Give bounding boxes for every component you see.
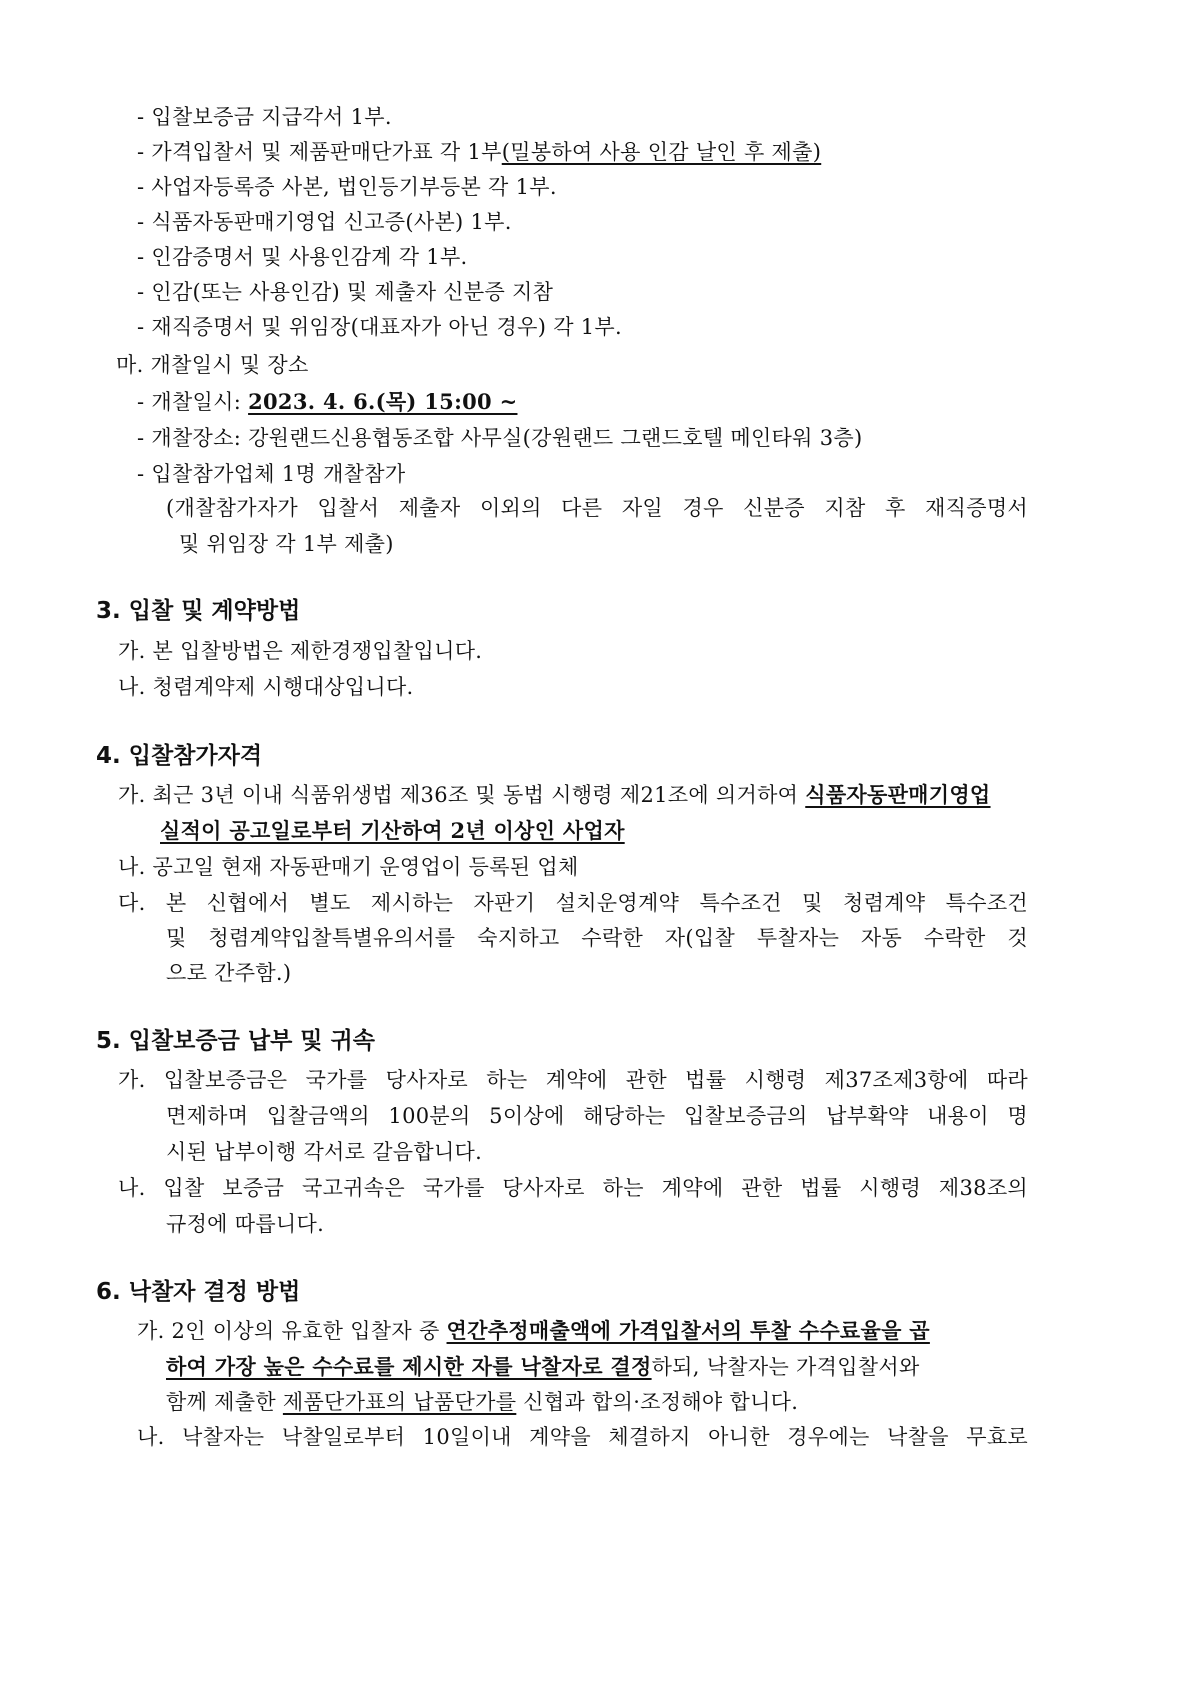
section-5-item-b-line-2: 규정에 따릅니다. — [166, 1212, 325, 1236]
section-3-item-b: 나. 청렴계약제 시행대상입니다. — [118, 675, 414, 699]
section-3-item-a: 가. 본 입찰방법은 제한경쟁입찰입니다. — [118, 639, 483, 663]
section-4-item-c-line-2: 및 청렴계약입찰특별유의서를 숙지하고 수락한 자(입찰 투찰자는 자동 수락한 것 — [166, 926, 1028, 950]
section-4-item-c-line-3: 으로 간주함.) — [166, 961, 292, 985]
opening-title: 마. 개찰일시 및 장소 — [116, 353, 309, 377]
section-6-item-b: 나. 낙찰자는 낙찰일로부터 10일이내 계약을 체결하지 아니한 경우에는 낙찰을 무효로 — [137, 1425, 1028, 1449]
opening-datetime: - 개찰일시: 2023. 4. 6.(목) 15:00 ~ — [137, 387, 531, 417]
opening-note-line-1: (개찰참가자가 입찰서 제출자 이외의 다른 자일 경우 신분증 지참 후 재직증명서 — [166, 496, 1028, 520]
section-4-heading: 4. 입찰참가자격 — [96, 743, 263, 769]
winner-decision-emphasis: 하여 가장 높은 수수료를 제시한 자를 낙찰자로 결정 — [166, 1354, 652, 1379]
vending-business-emphasis: 식품자동판매기영업 — [805, 782, 991, 807]
commission-criterion-emphasis: 연간추정매출액에 가격입찰서의 투찰 수수료율을 곱 — [446, 1318, 930, 1343]
section-5-item-b-line-1: 나. 입찰 보증금 국고귀속은 국가를 당사자로 하는 계약에 관한 법률 시행령 제38조의 — [118, 1176, 1028, 1200]
section-5-item-a-line-1: 가. 입찰보증금은 국가를 당사자로 하는 계약에 관한 법률 시행령 제37조제3항에 따라 — [118, 1068, 1028, 1092]
doc-item-business-registration: - 사업자등록증 사본, 법인등기부등본 각 1부. — [137, 175, 557, 199]
section-5-item-a-line-2: 면제하며 입찰금액의 100분의 5이상에 해당하는 입찰보증금의 납부확약 내용이 명 — [166, 1104, 1028, 1128]
section-5-heading: 5. 입찰보증금 납부 및 귀속 — [96, 1028, 375, 1054]
section-4-item-a-cont — [160, 816, 625, 846]
opening-attendee: - 입찰참가업체 1명 개찰참가 — [137, 462, 406, 486]
doc-item-employment-proxy: - 재직증명서 및 위임장(대표자가 아닌 경우) 각 1부. — [137, 315, 622, 339]
section-6-item-a-line-2: 하여 가장 높은 수수료를 제시한 자를 낙찰자로 결정하되, 낙찰자는 가격입찰서와 — [166, 1354, 920, 1379]
doc-item-vending-license: - 식품자동판매기영업 신고증(사본) 1부. — [137, 210, 512, 234]
section-4-item-b: 나. 공고일 현재 자동판매기 운영업이 등록된 업체 — [118, 855, 579, 879]
opening-note-line-2: 및 위임장 각 1부 제출) — [179, 532, 394, 556]
section-5-item-a-line-3: 시된 납부이행 각서로 갈음합니다. — [166, 1140, 483, 1164]
section-4-item-a: 가. 최근 3년 이내 식품위생법 제36조 및 동법 시행령 제21조에 의거하여 식품자동판매기영업 — [118, 782, 991, 807]
doc-item-seal-certificate: - 인감증명서 및 사용인감계 각 1부. — [137, 245, 468, 269]
section-3-heading: 3. 입찰 및 계약방법 — [96, 598, 301, 624]
section-6-item-a-line-3: 함께 제출한 제품단가표의 납품단가를 신협과 합의·조정해야 합니다. — [166, 1390, 799, 1414]
unit-price-underline: 제품단가표의 납품단가를 — [282, 1390, 517, 1414]
section-6-item-a-line-1: 가. 2인 이상의 유효한 입찰자 중 연간추정매출액에 가격입찰서의 투찰 수수료율을 곱 — [137, 1318, 930, 1343]
doc-item-guarantee: - 입찰보증금 지급각서 1부. — [137, 105, 392, 129]
experience-requirement-emphasis: 실적이 공고일로부터 기산하여 2년 이상인 사업자 — [160, 818, 625, 843]
sealed-note: (밀봉하여 사용 인감 날인 후 제출) — [501, 140, 822, 164]
section-4-item-c-line-1: 다. 본 신협에서 별도 제시하는 자판기 설치운영계약 특수조건 및 청렴계약 특수조건 — [118, 891, 1028, 915]
opening-place: - 개찰장소: 강원랜드신용협동조합 사무실(강원랜드 그랜드호텔 메인타워 3층) — [137, 426, 863, 450]
opening-datetime-value: 2023. 4. 6.(목) 15:00 ~ — [248, 389, 518, 414]
doc-item-seal-and-id: - 인감(또는 사용인감) 및 제출자 신분증 지참 — [137, 280, 554, 304]
doc-item-price-bid: - 가격입찰서 및 제품판매단가표 각 1부(밀봉하여 사용 인감 날인 후 제출) — [137, 140, 822, 164]
section-6-heading: 6. 낙찰자 결정 방법 — [96, 1279, 301, 1305]
